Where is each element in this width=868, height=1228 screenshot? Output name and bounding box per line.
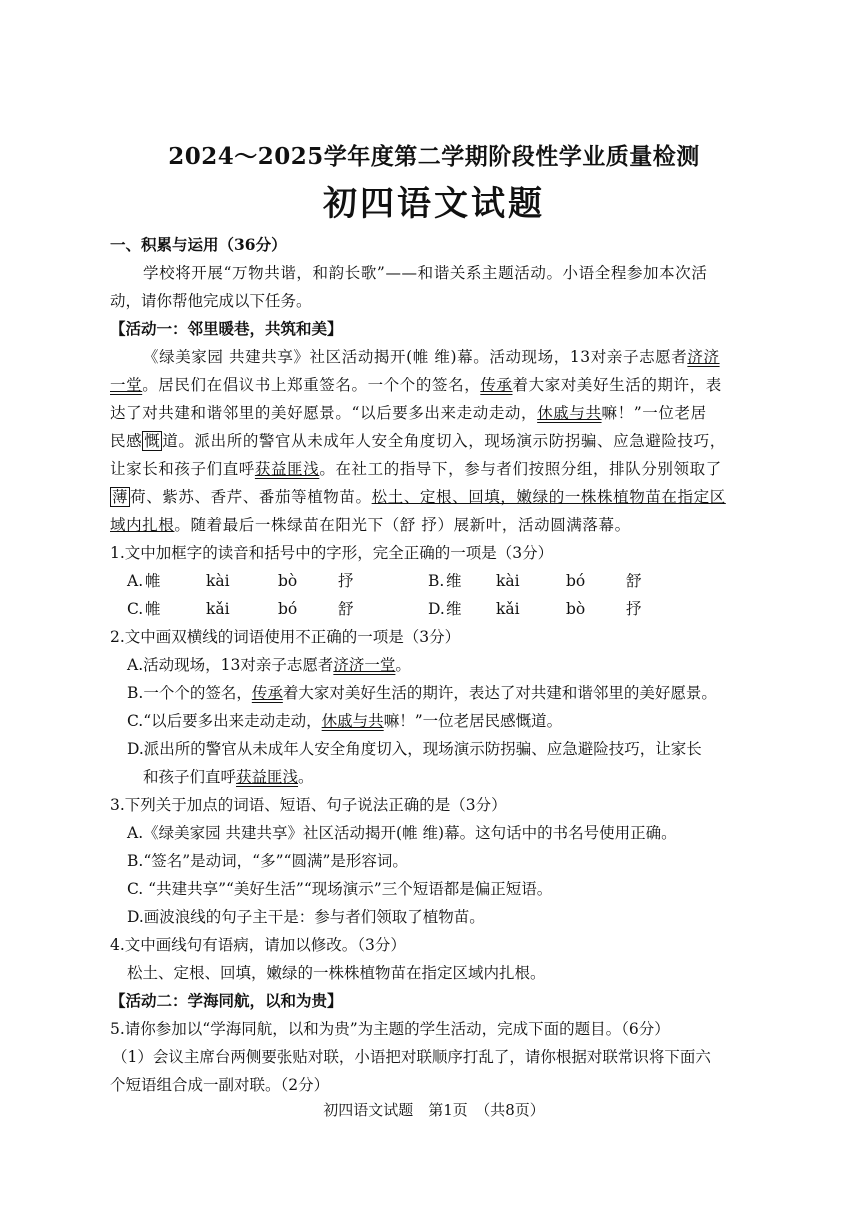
q4-sentence: 松土、定根、回填，嫩绿的一株株植物苗在指定区域内扎根。 <box>127 964 546 982</box>
intro-line-2: 动，请你帮他完成以下任务。 <box>110 292 312 310</box>
q3-option-b[interactable]: B.“签名”是动词，“多”“圆满”是形容词。 <box>127 852 408 870</box>
q5-sub1-line-2: 个短语组合成一副对联。（2分） <box>110 1076 330 1094</box>
passage-line-5: 让家长和孩子们直呼获益匪浅。在社工的指导下，参与者们按照分组，排队分别领取了 <box>110 460 722 478</box>
section-heading: 一、积累与运用（36分） <box>110 235 287 254</box>
activity-one-heading: 【活动一：邻里暖巷，共筑和美】 <box>110 319 343 338</box>
double-underline-huoyi: 获益匪浅 <box>254 460 320 478</box>
question-3-stem: 3.下列关于加点的词语、短语、句子说法正确的是（3分） <box>110 796 507 814</box>
double-underline-chuancheng: 传承 <box>480 376 513 394</box>
q2-option-d-line-1[interactable]: D.派出所的警官从未成年人安全角度切入，现场演示防拐骗、应急避险技巧，让家长 <box>127 740 702 758</box>
q2-option-a[interactable]: A.活动现场，13对亲子志愿者济济一堂。 <box>127 656 411 674</box>
q5-sub1-line-1: （1）会议主席台两侧要张贴对联，小语把对联顺序打乱了，请你根据对联常识将下面六 <box>112 1048 711 1066</box>
q2-option-b[interactable]: B.一个个的签名，传承着大家对美好生活的期许，表达了对共建和谐邻里的美好愿景。 <box>127 684 717 702</box>
passage-line-6: 薄 荷、紫苏、香芹、番茄等植物苗。松土、定根、回填，嫩绿的一株株植物苗在指定区 <box>112 488 726 506</box>
passage-line-4: 民感 慨 道。派出所的警官从未成年人安全角度切入，现场演示防拐骗、应急避险技巧， <box>110 432 726 450</box>
intro-line-1: 学校将开展“万物共谐，和韵长歌”——和谐关系主题活动。小语全程参加本次活 <box>143 264 708 282</box>
subject-title: 初四语文试题 <box>323 184 545 224</box>
passage-line-7: 域内扎根。随着最后一株绿苗在阳光下（舒 抒）展新叶，活动圆满落幕。 <box>110 516 631 534</box>
boxed-char-bo: 薄 <box>112 488 129 506</box>
q3-option-d[interactable]: D.画波浪线的句子主干是：参与者们领取了植物苗。 <box>127 908 485 926</box>
question-2-stem: 2.文中画双横线的词语使用不正确的一项是（3分） <box>110 628 461 646</box>
q1-option-a-letter[interactable]: A. <box>127 572 144 590</box>
underlined-sentence: 松土、定根、回填，嫩绿的一株株植物苗在指定区 <box>371 488 726 506</box>
question-4-stem: 4.文中画线句有语病，请加以修改。（3分） <box>110 936 406 954</box>
q2-option-d-line-2: 和孩子们直呼获益匪浅。 <box>143 768 314 786</box>
exam-title: 2024～2025学年度第二学期阶段性学业质量检测 <box>168 143 700 170</box>
q3-option-a[interactable]: A.《绿美家园 共建共享》社区活动揭开(帷 维)幕。这句话中的书名号使用正确。 <box>127 824 677 842</box>
boxed-char-kai: 慨 <box>144 432 161 450</box>
q1-option-b-letter[interactable]: B. <box>428 572 445 590</box>
double-underline-jiji: 济济 <box>687 348 720 366</box>
passage-line-2: 一堂。居民们在倡议书上郑重签名。一个个的签名，传承着大家对美好生活的期许，表 <box>110 376 722 394</box>
q2-option-c[interactable]: C.“以后要多出来走动走动，休戚与共嘛！”一位老居民感慨道。 <box>127 712 563 730</box>
passage-line-3: 达了对共建和谐邻里的美好愿景。“以后要多出来走动走动，休戚与共嘛！”一位老居 <box>110 404 707 422</box>
q3-option-c[interactable]: C. “共建共享”“美好生活”“现场演示”三个短语都是偏正短语。 <box>127 880 553 898</box>
passage-line-1: 《绿美家园 共建共享》社区活动揭开(帷 维)幕。活动现场，13对亲子志愿者济济 <box>143 348 720 366</box>
page-footer: 初四语文试题 第1页 （共8页） <box>323 1101 545 1119</box>
double-underline-xiuqi: 休戚与共 <box>537 404 602 422</box>
exam-page: 2024～2025学年度第二学期阶段性学业质量检测 初四语文试题 一、积累与运用（36分） 学校将开展“万物共谐，和韵长歌”——和谐关系主题活动。小语全程参加本次活 动，请你帮他完成以下任务。 【活动一：邻里暖巷，共筑和美】 《绿美家园 共建共享》社区活动揭开(帷 维)幕。活动现场，13对亲子志愿者济济 一堂。居民们在倡议书上郑重签名。一个个的签名，传承着大家对美好生活的期许，表 达了对共建和谐邻里的美好愿景。“以后要多出来走动走动，休戚与共嘛！”一位老居 民感 慨 道。派出所的警官从未成年人安全角度切入，现场演示防拐骗、应急避险技巧， 让家长和孩子们直呼获益匪浅。在社工的指导下，参与者们按照分组，排队分别领取了 薄 荷、紫苏、香芹、番茄等植物苗。松土、定根、回填，嫩绿的一株株植物苗在指定区 域内扎根。随着最后一株绿苗在阳光下（舒 抒）展新叶，活动圆满落幕。 1.文中加框字的读音和括号中的字形，完全正确的一项是（3分） A. 帷 kài bò 抒 B. 维 kài bó 舒 C. 帷 kǎi bó 舒 D. 维 kǎi bò 抒 2.文中画双横线的词语使用不正确的一项是（3分） A.活动现场，13对亲子志愿者济济一堂。 B.一个个的签名，传承着大家对美好生活的期许，表达了对共建和谐邻里的美好愿景。 C.“以后要多出来走动走动，休戚与共嘛！”一位老居民感慨道。 D.派出所的警官从未成年人安全角度切入，现场演示防拐骗、应急避险技巧，让家长 和孩子们直呼获益匪浅。 3.下列关于加点的词语、短语、句子说法正确的是（3分） A.《绿美家园 共建共享》社区活动揭开(帷 维)幕。这句话中的书名号使用正确。 B.“签名”是动词，“多”“圆满”是形容词。 C. “共建共享”“美好生活”“现场演示”三个短语都是偏正短语。 D.画波浪线的句子主干是：参与者们领取了植物苗。 4.文中画线句有语病，请加以修改。（3分） 松土、定根、回填，嫩绿的一株株植物苗在指定区域内扎根。 【活动二：学海同航，以和为贵】 5.请你参加以“学海同航，以和为贵”为主题的学生活动，完成下面的题目。（6分） （1）会议主席台两侧要张贴对联，小语把对联顺序打乱了，请你根据对联常识将下面六 个短语组合成一副对联。（2分） 初四语文试题 第1页 （共8页） <box>0 0 868 1228</box>
q1-option-c-letter[interactable]: C. <box>127 600 144 618</box>
question-5-stem: 5.请你参加以“学海同航，以和为贵”为主题的学生活动，完成下面的题目。（6分） <box>110 1020 670 1038</box>
q1-option-d-letter[interactable]: D. <box>428 600 445 618</box>
question-1-stem: 1.文中加框字的读音和括号中的字形，完全正确的一项是（3分） <box>110 544 554 562</box>
activity-two-heading: 【活动二：学海同航，以和为贵】 <box>110 991 343 1010</box>
double-underline-yitang: 一堂 <box>110 376 143 394</box>
